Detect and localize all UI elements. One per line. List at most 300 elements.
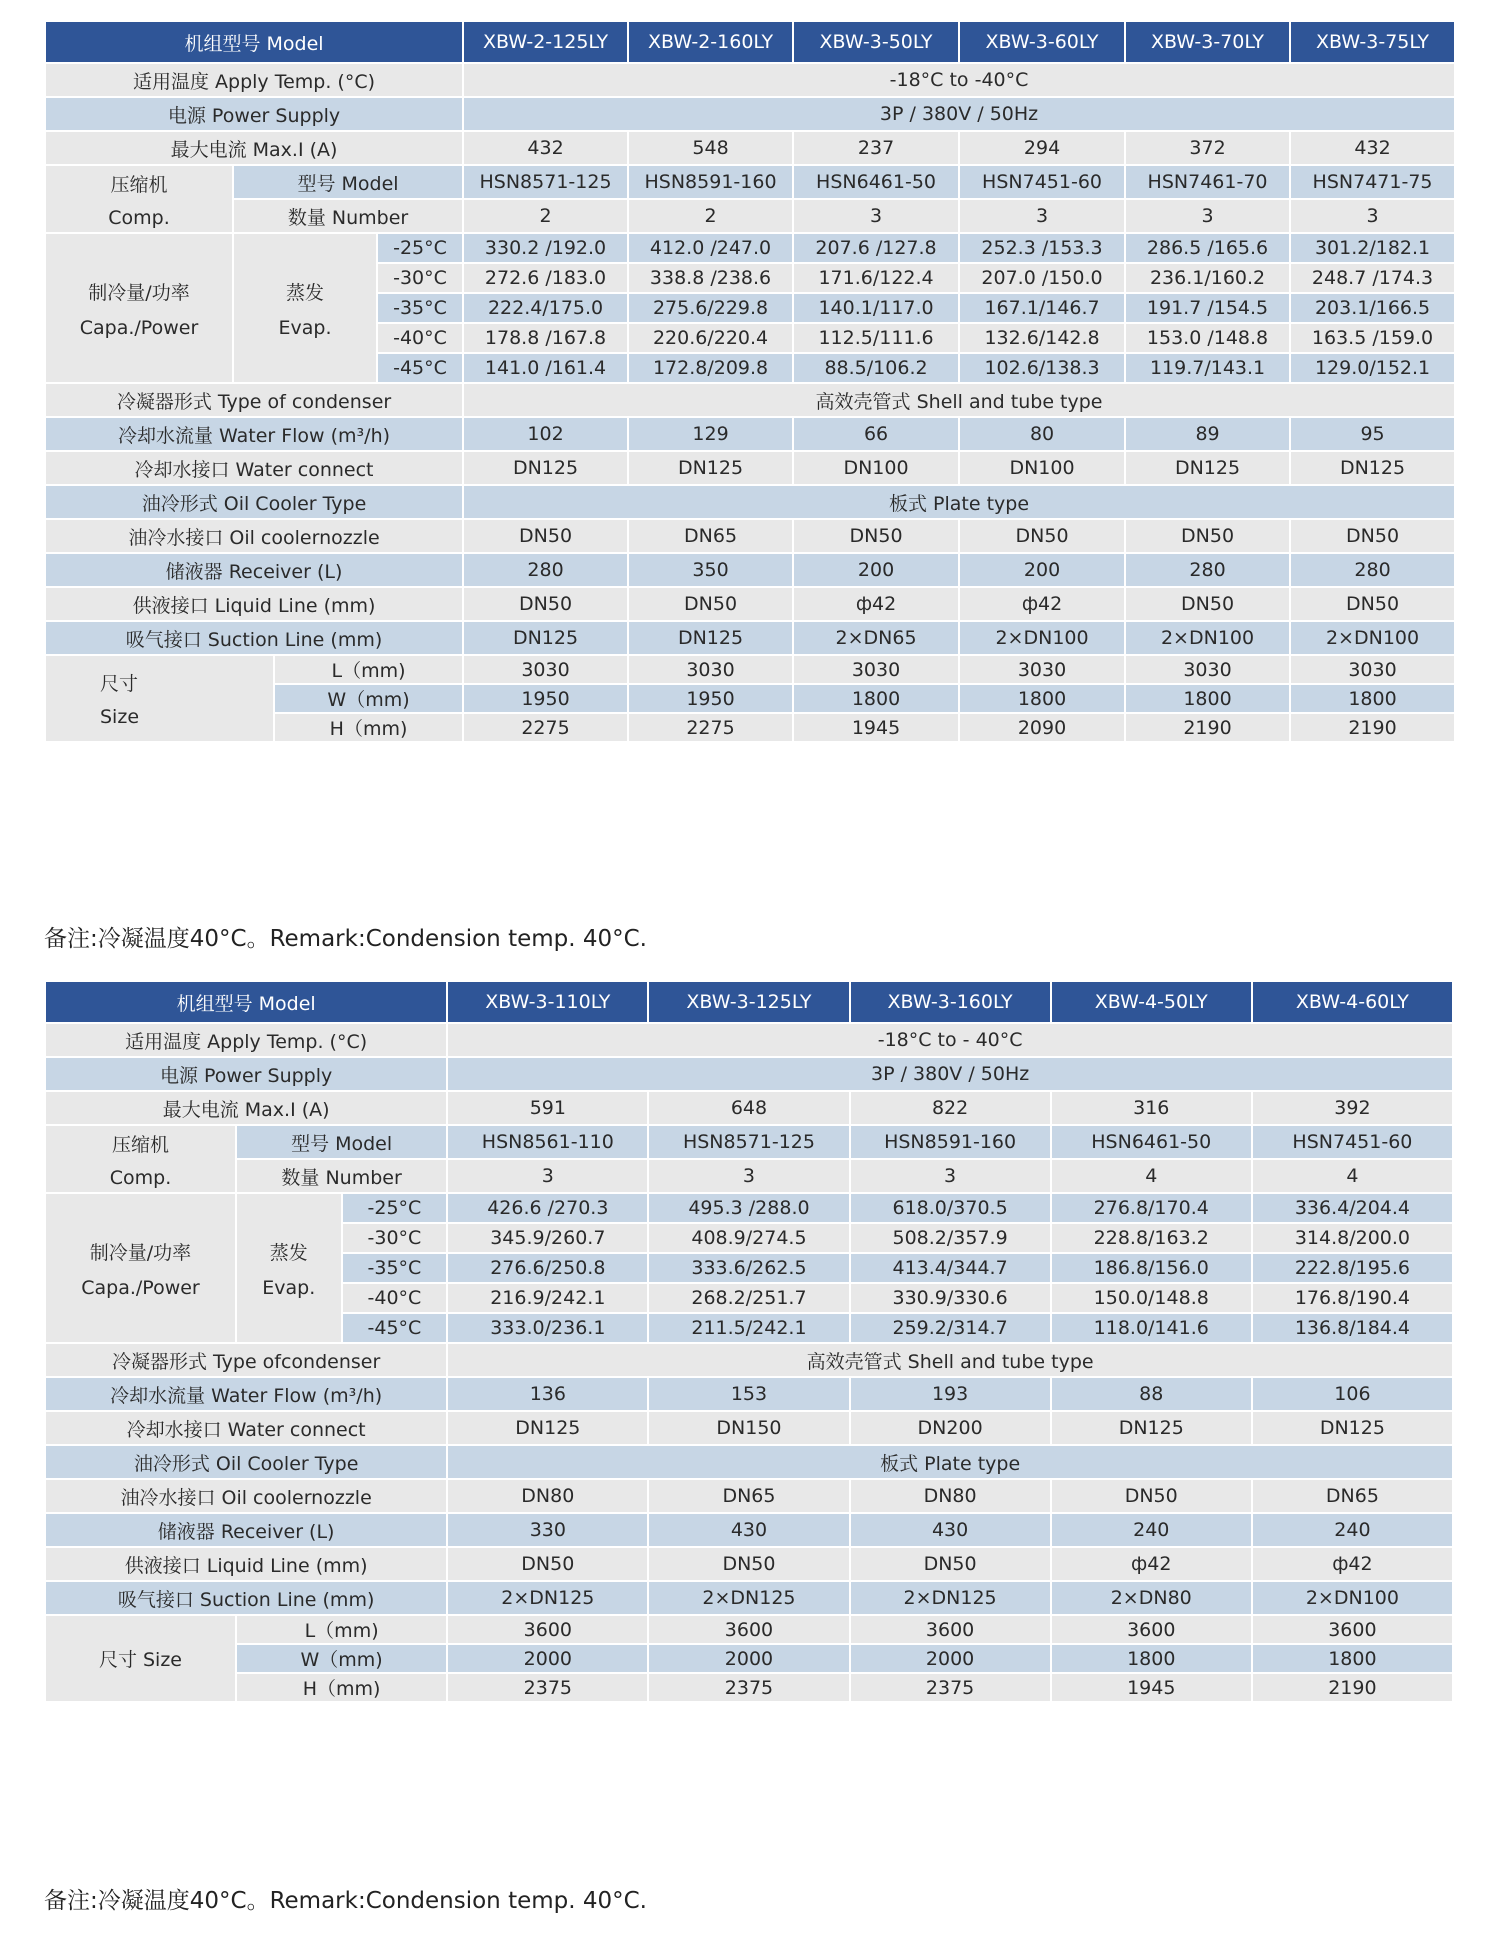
row-label: 冷凝器形式 Type ofcondenser — [45, 1343, 447, 1377]
value-cell: 2×DN100 — [1290, 621, 1455, 655]
value-cell: HSN7451-60 — [1252, 1125, 1453, 1159]
value-cell: DN50 — [463, 587, 628, 621]
value-cell: HSN6461-50 — [793, 165, 959, 199]
value-cell: 136 — [447, 1377, 648, 1411]
spec-table-2 — [44, 980, 1454, 1703]
compressor-label-en: Comp. — [109, 1166, 172, 1189]
capacity-value-cell: 338.8 /238.6 — [628, 263, 793, 293]
row-label: 型号 Model — [233, 165, 463, 199]
condenser-row — [45, 383, 1455, 417]
evap-temp-cell: -30°C — [377, 263, 463, 293]
max-current-row — [45, 1091, 1453, 1125]
capacity-value-cell: 508.2/357.9 — [850, 1223, 1051, 1253]
value-cell: DN50 — [793, 519, 959, 553]
evap-label — [236, 1193, 342, 1343]
capacity-value-cell: 330.9/330.6 — [850, 1283, 1051, 1313]
dimension-label: L（mm) — [236, 1615, 447, 1644]
apply-temp-row — [45, 63, 1455, 97]
water-flow-row — [45, 417, 1455, 451]
row-label: 储液器 Receiver (L) — [45, 553, 463, 587]
value-cell: 2×DN125 — [447, 1581, 648, 1615]
value-cell: HSN6461-50 — [1051, 1125, 1252, 1159]
dimension-value-cell: 3600 — [447, 1615, 648, 1644]
capacity-value-cell: 136.8/184.4 — [1252, 1313, 1453, 1343]
capacity-row — [45, 233, 1455, 263]
capacity-value-cell: 207.6 /127.8 — [793, 233, 959, 263]
dimension-value-cell: 1800 — [1252, 1644, 1453, 1673]
dimension-label: L（mm) — [274, 655, 463, 684]
value-cell: 88 — [1051, 1377, 1252, 1411]
capacity-value-cell: 236.1/160.2 — [1125, 263, 1290, 293]
dimension-value-cell: 1800 — [1125, 684, 1290, 713]
span-value-cell: 板式 Plate type — [463, 485, 1455, 519]
value-cell: 2×DN65 — [793, 621, 959, 655]
dimension-value-cell: 1800 — [1290, 684, 1455, 713]
value-cell: 4 — [1051, 1159, 1252, 1193]
row-label: 冷却水流量 Water Flow (m³/h) — [45, 1377, 447, 1411]
value-cell: DN200 — [850, 1411, 1051, 1445]
capacity-value-cell: 176.8/190.4 — [1252, 1283, 1453, 1313]
value-cell: 3 — [1125, 199, 1290, 233]
value-cell: DN50 — [959, 519, 1125, 553]
capacity-value-cell: 172.8/209.8 — [628, 353, 793, 383]
row-label: 吸气接口 Suction Line (mm) — [45, 621, 463, 655]
capacity-label-en: Capa./Power — [81, 1276, 200, 1299]
capacity-value-cell: 102.6/138.3 — [959, 353, 1125, 383]
comp-number-row — [45, 1159, 1453, 1193]
dimension-value-cell: 3030 — [1290, 655, 1455, 684]
value-cell: HSN8591-160 — [628, 165, 793, 199]
model-label: 机组型号 Model — [45, 21, 463, 63]
capacity-value-cell: 129.0/152.1 — [1290, 353, 1455, 383]
model-name-cell: XBW-3-60LY — [959, 21, 1125, 63]
compressor-label-zh: 压缩机 — [110, 173, 168, 196]
value-cell: DN50 — [648, 1547, 849, 1581]
dimension-value-cell: 3600 — [1051, 1615, 1252, 1644]
value-cell: 350 — [628, 553, 793, 587]
dimension-value-cell: 1800 — [1051, 1644, 1252, 1673]
value-cell: 129 — [628, 417, 793, 451]
value-cell: 2×DN100 — [1125, 621, 1290, 655]
value-cell: DN50 — [463, 519, 628, 553]
row-label: 最大电流 Max.I (A) — [45, 1091, 447, 1125]
evap-temp-cell: -30°C — [342, 1223, 448, 1253]
value-cell: 330 — [447, 1513, 648, 1547]
value-cell: 106 — [1252, 1377, 1453, 1411]
spec-table-1 — [44, 20, 1456, 743]
dimension-value-cell: 2275 — [463, 713, 628, 742]
dimension-value-cell: 1945 — [1051, 1673, 1252, 1702]
liquid-line-row — [45, 587, 1455, 621]
dimension-label: H（mm) — [236, 1673, 447, 1702]
value-cell: DN80 — [447, 1479, 648, 1513]
compressor-label-en: Comp. — [108, 206, 170, 229]
span-value-cell: 高效壳管式 Shell and tube type — [447, 1343, 1453, 1377]
row-label: 油冷形式 Oil Cooler Type — [45, 485, 463, 519]
row-label: 电源 Power Supply — [45, 97, 463, 131]
capacity-value-cell: 163.5 /159.0 — [1290, 323, 1455, 353]
dimension-value-cell: 3030 — [1125, 655, 1290, 684]
condenser-row — [45, 1343, 1453, 1377]
size-row — [45, 1644, 1453, 1673]
model-name-cell: XBW-3-70LY — [1125, 21, 1290, 63]
capacity-value-cell: 211.5/242.1 — [648, 1313, 849, 1343]
compressor-label-zh: 压缩机 — [111, 1133, 169, 1156]
evap-temp-cell: -45°C — [342, 1313, 448, 1343]
dimension-value-cell: 3030 — [463, 655, 628, 684]
value-cell: 66 — [793, 417, 959, 451]
row-label: 储液器 Receiver (L) — [45, 1513, 447, 1547]
value-cell: DN50 — [628, 587, 793, 621]
apply-temp-row — [45, 1023, 1453, 1057]
comp-number-row — [45, 199, 1455, 233]
size-row — [45, 655, 1455, 684]
value-cell: 432 — [1290, 131, 1455, 165]
evap-temp-cell: -35°C — [342, 1253, 448, 1283]
capacity-value-cell: 119.7/143.1 — [1125, 353, 1290, 383]
row-label: 油冷形式 Oil Cooler Type — [45, 1445, 447, 1479]
value-cell: 294 — [959, 131, 1125, 165]
value-cell: DN65 — [628, 519, 793, 553]
value-cell: DN50 — [1051, 1479, 1252, 1513]
dimension-value-cell: 2000 — [850, 1644, 1051, 1673]
value-cell: HSN8571-125 — [648, 1125, 849, 1159]
model-name-cell: XBW-4-60LY — [1252, 981, 1453, 1023]
evap-temp-cell: -40°C — [377, 323, 463, 353]
receiver-row — [45, 553, 1455, 587]
value-cell: DN50 — [1290, 587, 1455, 621]
evap-label-zh: 蒸发 — [285, 281, 324, 304]
value-cell: 280 — [463, 553, 628, 587]
dimension-value-cell: 2375 — [850, 1673, 1051, 1702]
value-cell: 3 — [1290, 199, 1455, 233]
value-cell: ф42 — [959, 587, 1125, 621]
value-cell: 392 — [1252, 1091, 1453, 1125]
value-cell: DN125 — [1051, 1411, 1252, 1445]
evap-temp-cell: -45°C — [377, 353, 463, 383]
capacity-value-cell: 301.2/182.1 — [1290, 233, 1455, 263]
oil-nozzle-row — [45, 1479, 1453, 1513]
value-cell: DN80 — [850, 1479, 1051, 1513]
value-cell: DN125 — [628, 621, 793, 655]
capacity-value-cell: 495.3 /288.0 — [648, 1193, 849, 1223]
capacity-value-cell: 336.4/204.4 — [1252, 1193, 1453, 1223]
evap-temp-cell: -25°C — [342, 1193, 448, 1223]
row-label: 数量 Number — [233, 199, 463, 233]
value-cell: ф42 — [1051, 1547, 1252, 1581]
value-cell: DN100 — [793, 451, 959, 485]
capacity-value-cell: 412.0 /247.0 — [628, 233, 793, 263]
span-value-cell: -18°C to -40°C — [463, 63, 1455, 97]
capacity-value-cell: 333.0/236.1 — [447, 1313, 648, 1343]
value-cell: DN125 — [1125, 451, 1290, 485]
value-cell: DN150 — [648, 1411, 849, 1445]
row-label: 冷凝器形式 Type of condenser — [45, 383, 463, 417]
value-cell: 280 — [1125, 553, 1290, 587]
value-cell: 2 — [463, 199, 628, 233]
capacity-value-cell: 252.3 /153.3 — [959, 233, 1125, 263]
span-value-cell: 3P / 380V / 50Hz — [447, 1057, 1453, 1091]
capacity-value-cell: 276.6/250.8 — [447, 1253, 648, 1283]
size-label: 尺寸 Size — [98, 1649, 182, 1671]
power-supply-row — [45, 1057, 1453, 1091]
capacity-value-cell: 618.0/370.5 — [850, 1193, 1051, 1223]
value-cell: 4 — [1252, 1159, 1453, 1193]
dimension-value-cell: 3030 — [959, 655, 1125, 684]
value-cell: HSN7471-75 — [1290, 165, 1455, 199]
capacity-value-cell: 426.6 /270.3 — [447, 1193, 648, 1223]
dimension-value-cell: 1800 — [959, 684, 1125, 713]
value-cell: DN50 — [1125, 519, 1290, 553]
span-value-cell: 3P / 380V / 50Hz — [463, 97, 1455, 131]
capacity-value-cell: 171.6/122.4 — [793, 263, 959, 293]
header-row — [45, 21, 1455, 63]
evap-temp-cell: -25°C — [377, 233, 463, 263]
value-cell: DN65 — [1252, 1479, 1453, 1513]
dimension-value-cell: 1950 — [628, 684, 793, 713]
capacity-value-cell: 153.0 /148.8 — [1125, 323, 1290, 353]
value-cell: 648 — [648, 1091, 849, 1125]
value-cell: 372 — [1125, 131, 1290, 165]
value-cell: 193 — [850, 1377, 1051, 1411]
row-label: 油冷水接口 Oil coolernozzle — [45, 519, 463, 553]
model-name-cell: XBW-2-160LY — [628, 21, 793, 63]
header-row — [45, 981, 1453, 1023]
capacity-value-cell: 186.8/156.0 — [1051, 1253, 1252, 1283]
model-name-cell: XBW-3-160LY — [850, 981, 1051, 1023]
value-cell: 432 — [463, 131, 628, 165]
capacity-label — [45, 1193, 236, 1343]
value-cell: HSN8561-110 — [447, 1125, 648, 1159]
capacity-value-cell: 276.8/170.4 — [1051, 1193, 1252, 1223]
value-cell: DN125 — [463, 621, 628, 655]
value-cell: 430 — [850, 1513, 1051, 1547]
dimension-value-cell: 2190 — [1125, 713, 1290, 742]
capacity-value-cell: 330.2 /192.0 — [463, 233, 628, 263]
dimension-value-cell: 2090 — [959, 713, 1125, 742]
value-cell: 2×DN80 — [1051, 1581, 1252, 1615]
value-cell: DN50 — [1290, 519, 1455, 553]
span-value-cell: -18°C to - 40°C — [447, 1023, 1453, 1057]
dimension-value-cell: 3030 — [628, 655, 793, 684]
model-name-cell: XBW-3-125LY — [648, 981, 849, 1023]
capacity-value-cell: 88.5/106.2 — [793, 353, 959, 383]
value-cell: 430 — [648, 1513, 849, 1547]
value-cell: 240 — [1051, 1513, 1252, 1547]
dimension-value-cell: 2000 — [648, 1644, 849, 1673]
capacity-value-cell: 275.6/229.8 — [628, 293, 793, 323]
capacity-value-cell: 222.4/175.0 — [463, 293, 628, 323]
capacity-label-en: Capa./Power — [79, 316, 199, 339]
value-cell: HSN7451-60 — [959, 165, 1125, 199]
value-cell: 240 — [1252, 1513, 1453, 1547]
capacity-value-cell: 132.6/142.8 — [959, 323, 1125, 353]
value-cell: 80 — [959, 417, 1125, 451]
size-label-en: Size — [100, 706, 140, 728]
value-cell: DN125 — [447, 1411, 648, 1445]
value-cell: 153 — [648, 1377, 849, 1411]
capacity-value-cell: 268.2/251.7 — [648, 1283, 849, 1313]
capacity-value-cell: 228.8/163.2 — [1051, 1223, 1252, 1253]
dimension-value-cell: 2000 — [447, 1644, 648, 1673]
evap-label-en: Evap. — [278, 316, 332, 339]
span-value-cell: 板式 Plate type — [447, 1445, 1453, 1479]
value-cell: 2×DN100 — [1252, 1581, 1453, 1615]
capacity-value-cell: 314.8/200.0 — [1252, 1223, 1453, 1253]
value-cell: 591 — [447, 1091, 648, 1125]
value-cell: ф42 — [793, 587, 959, 621]
value-cell: 548 — [628, 131, 793, 165]
dimension-value-cell: 2375 — [648, 1673, 849, 1702]
dimension-value-cell: 3030 — [793, 655, 959, 684]
size-label — [45, 1615, 236, 1702]
value-cell: DN50 — [1125, 587, 1290, 621]
dimension-label: W（mm) — [236, 1644, 447, 1673]
dimension-value-cell: 1800 — [793, 684, 959, 713]
value-cell: DN125 — [628, 451, 793, 485]
size-label — [45, 655, 274, 742]
value-cell: 2 — [628, 199, 793, 233]
water-connect-row — [45, 1411, 1453, 1445]
value-cell: DN50 — [850, 1547, 1051, 1581]
compressor-label — [45, 165, 233, 233]
oil-cooler-row — [45, 485, 1455, 519]
value-cell: DN125 — [1290, 451, 1455, 485]
dimension-value-cell: 2375 — [447, 1673, 648, 1702]
comp-model-row — [45, 165, 1455, 199]
evap-temp-cell: -35°C — [377, 293, 463, 323]
capacity-value-cell: 207.0 /150.0 — [959, 263, 1125, 293]
receiver-row — [45, 1513, 1453, 1547]
size-row — [45, 1673, 1453, 1702]
model-label: 机组型号 Model — [45, 981, 447, 1023]
capacity-value-cell: 286.5 /165.6 — [1125, 233, 1290, 263]
capacity-value-cell: 191.7 /154.5 — [1125, 293, 1290, 323]
value-cell: 3 — [648, 1159, 849, 1193]
oil-nozzle-row — [45, 519, 1455, 553]
capacity-value-cell: 220.6/220.4 — [628, 323, 793, 353]
row-label: 供液接口 Liquid Line (mm) — [45, 587, 463, 621]
suction-line-row — [45, 1581, 1453, 1615]
value-cell: 280 — [1290, 553, 1455, 587]
value-cell: 89 — [1125, 417, 1290, 451]
row-label: 型号 Model — [236, 1125, 447, 1159]
capacity-value-cell: 408.9/274.5 — [648, 1223, 849, 1253]
capacity-value-cell: 141.0 /161.4 — [463, 353, 628, 383]
dimension-label: H（mm) — [274, 713, 463, 742]
evap-temp-cell: -40°C — [342, 1283, 448, 1313]
row-label: 电源 Power Supply — [45, 1057, 447, 1091]
value-cell: DN125 — [463, 451, 628, 485]
comp-model-row — [45, 1125, 1453, 1159]
dimension-value-cell: 1945 — [793, 713, 959, 742]
capacity-value-cell: 178.8 /167.8 — [463, 323, 628, 353]
capacity-value-cell: 140.1/117.0 — [793, 293, 959, 323]
dimension-value-cell: 3600 — [850, 1615, 1051, 1644]
row-label: 适用温度 Apply Temp. (°C) — [45, 63, 463, 97]
capacity-value-cell: 413.4/344.7 — [850, 1253, 1051, 1283]
water-connect-row — [45, 451, 1455, 485]
oil-cooler-row — [45, 1445, 1453, 1479]
dimension-label: W（mm) — [274, 684, 463, 713]
model-name-cell: XBW-2-125LY — [463, 21, 628, 63]
row-label: 冷却水接口 Water connect — [45, 1411, 447, 1445]
capacity-value-cell: 333.6/262.5 — [648, 1253, 849, 1283]
model-name-cell: XBW-3-50LY — [793, 21, 959, 63]
capacity-value-cell: 112.5/111.6 — [793, 323, 959, 353]
value-cell: 102 — [463, 417, 628, 451]
value-cell: 200 — [959, 553, 1125, 587]
value-cell: 237 — [793, 131, 959, 165]
capacity-value-cell: 248.7 /174.3 — [1290, 263, 1455, 293]
value-cell: HSN8571-125 — [463, 165, 628, 199]
dimension-value-cell: 2190 — [1252, 1673, 1453, 1702]
remark-note: 备注:冷凝温度40°C。Remark:Condension temp. 40°C. — [44, 926, 647, 952]
value-cell: 3 — [447, 1159, 648, 1193]
dimension-value-cell: 2190 — [1290, 713, 1455, 742]
capacity-value-cell: 216.9/242.1 — [447, 1283, 648, 1313]
value-cell: HSN7461-70 — [1125, 165, 1290, 199]
evap-label — [233, 233, 377, 383]
capacity-value-cell: 222.8/195.6 — [1252, 1253, 1453, 1283]
evap-label-zh: 蒸发 — [269, 1241, 308, 1264]
row-label: 数量 Number — [236, 1159, 447, 1193]
value-cell: 822 — [850, 1091, 1051, 1125]
model-name-cell: XBW-3-110LY — [447, 981, 648, 1023]
model-name-cell: XBW-3-75LY — [1290, 21, 1455, 63]
dimension-value-cell: 3600 — [1252, 1615, 1453, 1644]
row-label: 供液接口 Liquid Line (mm) — [45, 1547, 447, 1581]
value-cell: 3 — [793, 199, 959, 233]
size-row — [45, 1615, 1453, 1644]
value-cell: 95 — [1290, 417, 1455, 451]
capacity-row — [45, 1193, 1453, 1223]
value-cell: 2×DN125 — [850, 1581, 1051, 1615]
row-label: 油冷水接口 Oil coolernozzle — [45, 1479, 447, 1513]
value-cell: DN65 — [648, 1479, 849, 1513]
value-cell: 316 — [1051, 1091, 1252, 1125]
power-supply-row — [45, 97, 1455, 131]
dimension-value-cell: 1950 — [463, 684, 628, 713]
value-cell: 2×DN125 — [648, 1581, 849, 1615]
size-label-zh: 尺寸 — [100, 673, 139, 695]
remark-note: 备注:冷凝温度40°C。Remark:Condension temp. 40°C. — [44, 1888, 647, 1914]
capacity-value-cell: 203.1/166.5 — [1290, 293, 1455, 323]
capacity-label-zh: 制冷量/功率 — [89, 1241, 192, 1264]
value-cell: 2×DN100 — [959, 621, 1125, 655]
value-cell: 200 — [793, 553, 959, 587]
value-cell: DN50 — [447, 1547, 648, 1581]
value-cell: 3 — [959, 199, 1125, 233]
capacity-value-cell: 345.9/260.7 — [447, 1223, 648, 1253]
value-cell: DN100 — [959, 451, 1125, 485]
capacity-label-zh: 制冷量/功率 — [88, 281, 190, 304]
water-flow-row — [45, 1377, 1453, 1411]
row-label: 吸气接口 Suction Line (mm) — [45, 1581, 447, 1615]
row-label: 冷却水流量 Water Flow (m³/h) — [45, 417, 463, 451]
row-label: 冷却水接口 Water connect — [45, 451, 463, 485]
compressor-label — [45, 1125, 236, 1193]
span-value-cell: 高效壳管式 Shell and tube type — [463, 383, 1455, 417]
value-cell: 3 — [850, 1159, 1051, 1193]
capacity-value-cell: 150.0/148.8 — [1051, 1283, 1252, 1313]
capacity-value-cell: 118.0/141.6 — [1051, 1313, 1252, 1343]
row-label: 适用温度 Apply Temp. (°C) — [45, 1023, 447, 1057]
capacity-label — [45, 233, 233, 383]
capacity-value-cell: 272.6 /183.0 — [463, 263, 628, 293]
evap-label-en: Evap. — [262, 1276, 316, 1299]
liquid-line-row — [45, 1547, 1453, 1581]
